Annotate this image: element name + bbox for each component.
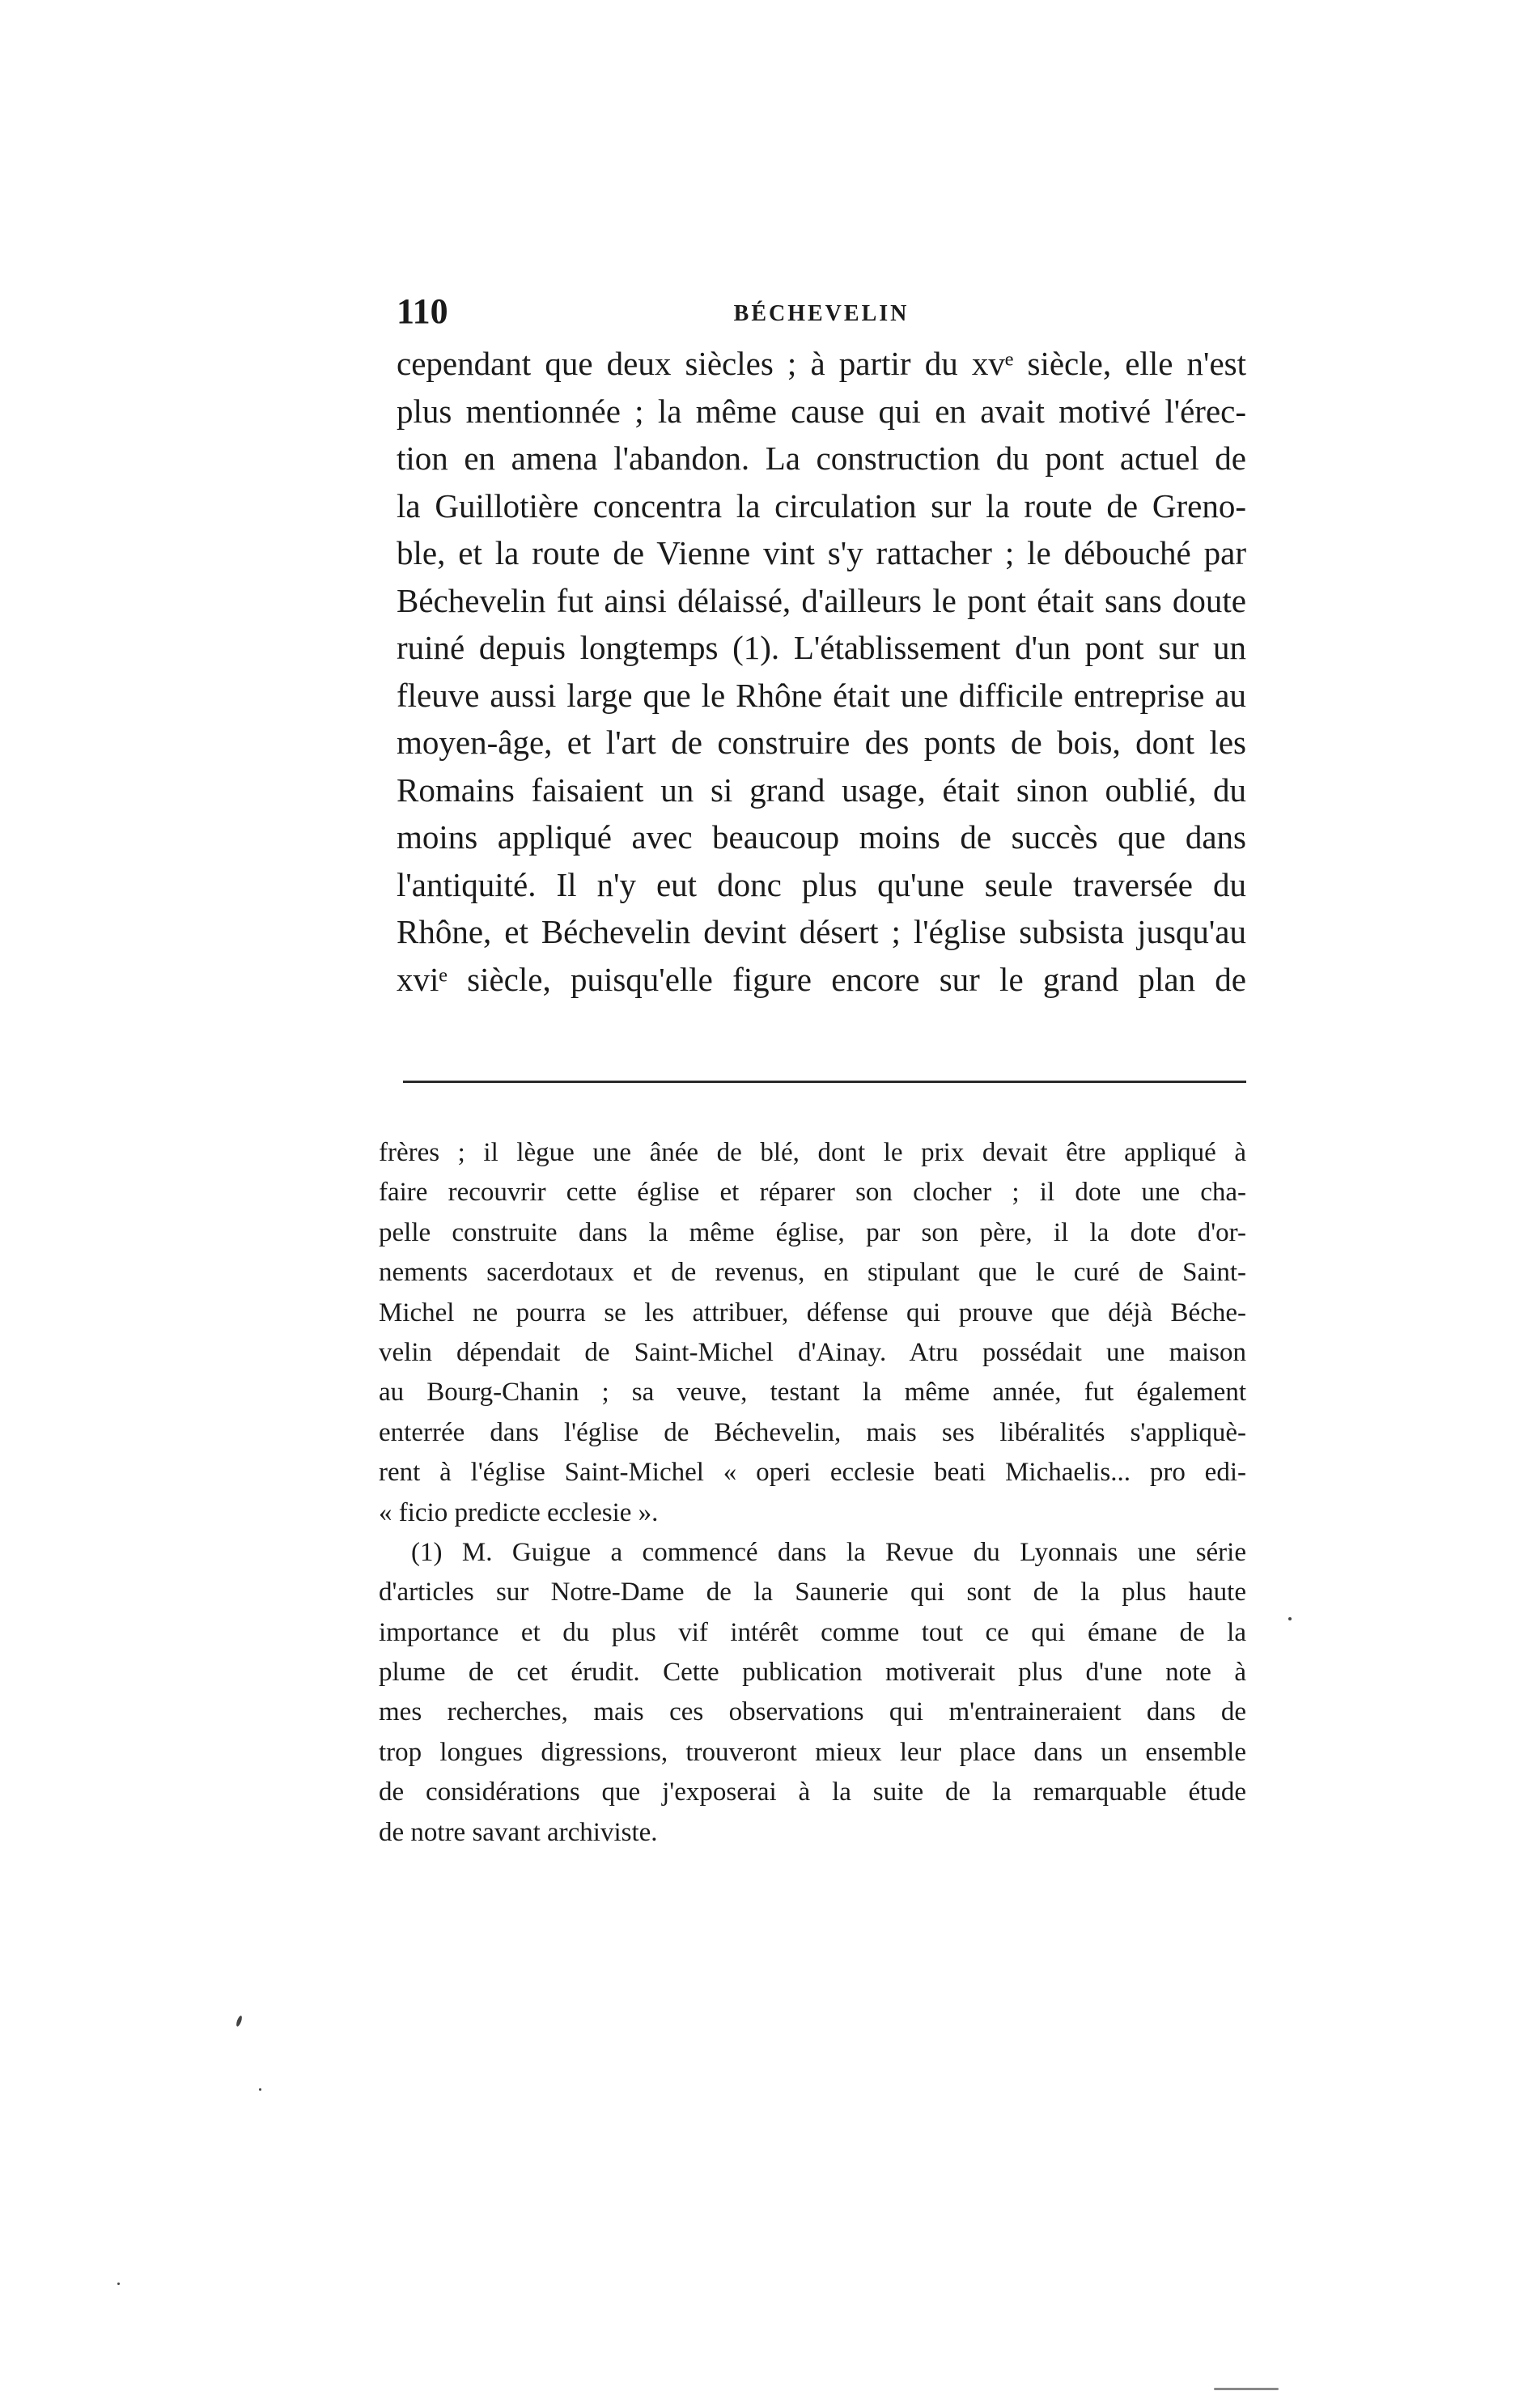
footnote-line: « ficio predicte ecclesie ». [379,1497,659,1527]
main-text-line: xviᵉ siècle, puisqu'elle figure encore sur le grand plan de [397,960,1246,998]
main-text-line: cependant que deux siècles ; à partir du xvᵉ siècle, elle n'est [397,345,1246,382]
main-text-line: Rhône, et Béchevelin devint désert ; l'église subsista jusqu'au [397,913,1246,950]
main-text-block [397,340,1246,1003]
continued-footnote [379,1133,1246,1533]
footnote-line: de notre savant archiviste. [379,1817,658,1847]
page-header [397,291,1246,332]
footnote-line: velin dépendait de Saint-Michel d'Ainay. Atru possédait une maison [379,1337,1246,1367]
footnote-line: faire recouvrir cette église et réparer son clocher ; il dote une cha- [379,1178,1246,1208]
footnote-line: frères ; il lègue une ânée de blé, dont le prix devait être appliqué à [379,1138,1246,1167]
main-text-line: plus mentionnée ; la même cause qui en avait motivé l'érec- [397,392,1246,430]
footnote-line: mes recherches, mais ces observations qui m'entraineraient dans de [379,1697,1246,1727]
main-text-line: Béchevelin fut ainsi délaissé, d'ailleurs le pont était sans doute [397,581,1246,619]
main-text-line: fleuve aussi large que le Rhône était une difficile entreprise au [397,676,1246,714]
main-text-line: tion en amena l'abandon. La construction du pont actuel de [397,440,1246,477]
main-text-line: moyen-âge, et l'art de construire des ponts de bois, dont les [397,724,1246,761]
ink-speck [1288,1617,1292,1620]
main-text-line: l'antiquité. Il n'y eut donc plus qu'une seule traversée du [397,865,1246,903]
footnote-divider [403,1081,1246,1083]
footnote-line: de considérations que j'exposerai à la suite de la remarquable étude [379,1777,1246,1807]
footnotes-block [379,1133,1246,1853]
footnote-line: trop longues digressions, trouveront mieux leur place dans un ensemble [379,1737,1246,1767]
main-text-line: ble, et la route de Vienne vint s'y rattacher ; le débouché par [397,534,1246,571]
footnote-line: plume de cet érudit. Cette publication motiverait plus d'une note à [379,1658,1246,1688]
footnote-line: pelle construite dans la même église, par son père, il la dote d'or- [379,1217,1246,1247]
ink-speck [117,2283,120,2285]
footnote-1 [379,1533,1246,1853]
main-text-line: ruiné depuis longtemps (1). L'établissement d'un pont sur un [397,629,1246,666]
footnote-line: au Bourg-Chanin ; sa veuve, testant la même année, fut également [379,1378,1246,1408]
footnote-line: nements sacerdotaux et de revenus, en stipulant que le curé de Saint- [379,1258,1246,1288]
main-text-line: la Guillotière concentra la circulation sur la route de Greno- [397,486,1246,524]
ink-speck [235,2015,243,2028]
ink-speck [259,2088,261,2091]
main-text-line: moins appliqué avec beaucoup moins de succès que dans [397,818,1246,856]
footnote-line: d'articles sur Notre-Dame de la Saunerie qui sont de la plus haute [379,1578,1246,1607]
ink-speck [1214,2388,1279,2390]
page-number: 110 [397,291,448,331]
footnote-line: rent à l'église Saint-Michel « operi ecclesie beati Michaelis... pro edi- [379,1458,1246,1488]
running-head: BÉCHEVELIN [733,301,910,326]
footnote-line: enterrée dans l'église de Béchevelin, mais ses libéralités s'appliquè- [379,1417,1246,1447]
footnote-line: importance et du plus vif intérêt comme tout ce qui émane de la [379,1617,1246,1647]
main-text-line: Romains faisaient un si grand usage, était sinon oublié, du [397,771,1246,809]
footnote-line: Michel ne pourra se les attribuer, défense qui prouve que déjà Béche- [379,1297,1246,1327]
footnote-line: (1) M. Guigue a commencé dans la Revue du Lyonnais une série [411,1537,1246,1567]
